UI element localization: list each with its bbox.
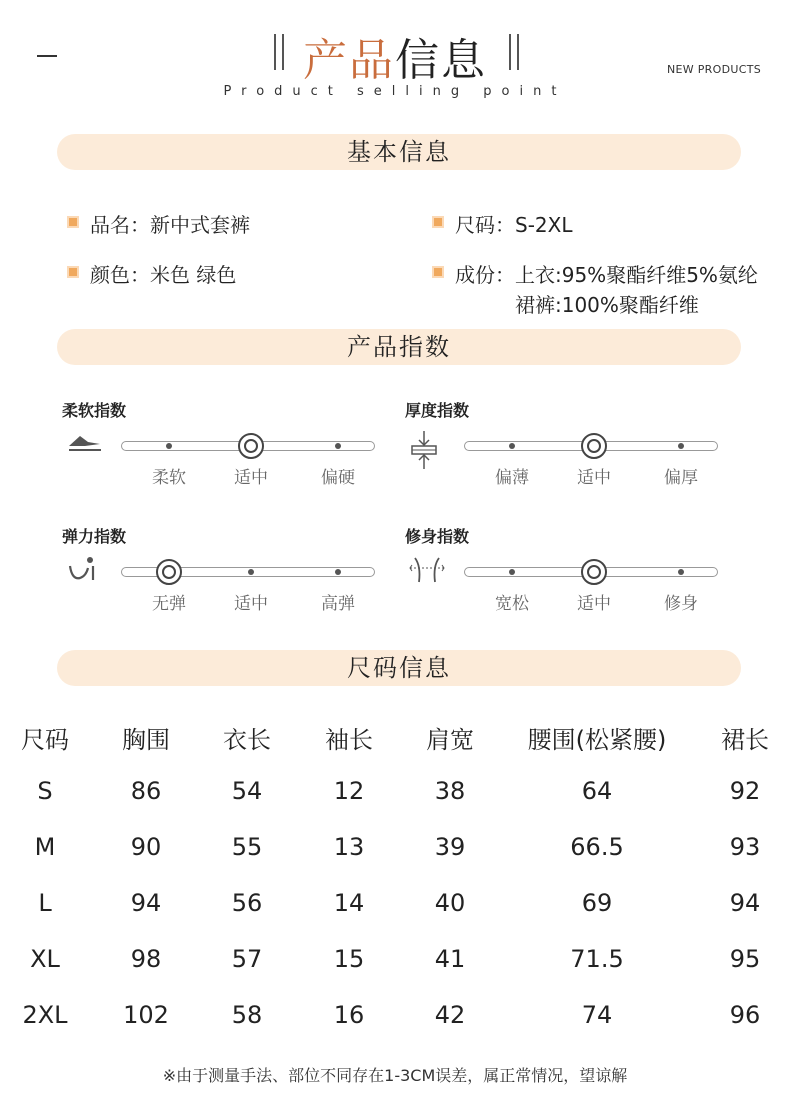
- index-slider-knob: [581, 559, 607, 585]
- index-level-label: 无弹: [152, 594, 186, 614]
- product-material-line2: 裙裤:100%聚酯纤维: [515, 293, 699, 317]
- index-level-label: 适中: [234, 468, 268, 488]
- table-header-cell: 袖长: [325, 726, 373, 754]
- table-cell: 58: [231, 1001, 263, 1029]
- new-products-tag: NEW PRODUCTS: [667, 63, 761, 76]
- bullet-icon: [432, 266, 444, 278]
- table-cell: 16: [333, 1001, 365, 1029]
- table-cell: 55: [231, 833, 263, 861]
- index-slider-knob: [156, 559, 182, 585]
- fit-icon: [409, 556, 445, 588]
- product-colors: 颜色：米色 绿色: [90, 263, 237, 287]
- basic-info-heading: 基本信息: [57, 134, 741, 170]
- table-cell: 14: [333, 889, 365, 917]
- table-header-cell: 衣长: [223, 726, 271, 754]
- table-header-cell: 胸围: [122, 726, 170, 754]
- index-slider-dot: [509, 569, 515, 575]
- table-cell: 92: [729, 777, 761, 805]
- index-slider-dot: [335, 443, 341, 449]
- index-slider-dot: [166, 443, 172, 449]
- index-level-label: 修身: [664, 594, 698, 614]
- table-cell: 66.5: [570, 833, 624, 861]
- page-title-accent: 产品: [303, 35, 395, 86]
- index-slider-knob: [238, 433, 264, 459]
- table-cell: 13: [333, 833, 365, 861]
- index-slider-dot: [509, 443, 515, 449]
- table-cell: 98: [130, 945, 162, 973]
- table-cell: 12: [333, 777, 365, 805]
- table-cell: 94: [729, 889, 761, 917]
- size-info-heading: 尺码信息: [57, 650, 741, 686]
- table-cell: 40: [434, 889, 466, 917]
- page-title: [0, 24, 790, 88]
- index-level-label: 宽松: [495, 594, 529, 614]
- table-cell: 93: [729, 833, 761, 861]
- table-cell: 86: [130, 777, 162, 805]
- index-level-label: 高弹: [321, 594, 355, 614]
- table-header-cell: 裙长: [721, 726, 769, 754]
- index-slider-dot: [335, 569, 341, 575]
- stretch-icon: [66, 556, 100, 586]
- table-header-cell: 肩宽: [426, 726, 474, 754]
- table-cell: 42: [434, 1001, 466, 1029]
- table-cell: 2XL: [22, 1001, 68, 1029]
- product-index-heading: 产品指数: [57, 329, 741, 365]
- table-cell: 64: [581, 777, 613, 805]
- table-cell: M: [34, 833, 56, 861]
- index-level-label: 适中: [577, 468, 611, 488]
- table-cell: 57: [231, 945, 263, 973]
- table-cell: 15: [333, 945, 365, 973]
- page-title-rest: 信息: [395, 35, 487, 86]
- table-cell: 74: [581, 1001, 613, 1029]
- index-level-label: 偏硬: [321, 468, 355, 488]
- index-level-label: 适中: [234, 594, 268, 614]
- table-cell: 54: [231, 777, 263, 805]
- index-level-label: 柔软: [152, 468, 186, 488]
- index-title: 柔软指数: [62, 401, 127, 420]
- table-header-cell: 腰围(松紧腰): [527, 726, 667, 754]
- index-level-label: 偏厚: [664, 468, 698, 488]
- feather-icon: [66, 430, 104, 458]
- thickness-icon: [409, 430, 439, 474]
- index-title: 弹力指数: [62, 527, 127, 546]
- index-slider-knob: [581, 433, 607, 459]
- bullet-icon: [67, 216, 79, 228]
- table-cell: 69: [581, 889, 613, 917]
- table-cell: 90: [130, 833, 162, 861]
- page-subtitle: Product selling point: [223, 84, 567, 99]
- table-header-cell: 尺码: [21, 726, 69, 754]
- table-cell: S: [37, 777, 53, 805]
- bullet-icon: [67, 266, 79, 278]
- product-size-range: 尺码：S-2XL: [455, 213, 573, 237]
- table-cell: 38: [434, 777, 466, 805]
- index-title: 厚度指数: [405, 401, 470, 420]
- table-cell: XL: [30, 945, 60, 973]
- index-title: 修身指数: [405, 527, 470, 546]
- table-cell: 71.5: [570, 945, 624, 973]
- table-cell: 56: [231, 889, 263, 917]
- index-slider-dot: [678, 569, 684, 575]
- index-slider-dot: [678, 443, 684, 449]
- product-material: 成份：上衣:95%聚酯纤维5%氨纶: [455, 263, 758, 287]
- table-cell: L: [38, 889, 52, 917]
- measurement-note: ※由于测量手法、部位不同存在1-3CM误差，属正常情况，望谅解: [162, 1066, 628, 1085]
- index-level-label: 偏薄: [495, 468, 529, 488]
- bullet-icon: [432, 216, 444, 228]
- table-cell: 102: [123, 1001, 169, 1029]
- table-cell: 95: [729, 945, 761, 973]
- index-slider-dot: [248, 569, 254, 575]
- table-cell: 96: [729, 1001, 761, 1029]
- table-cell: 94: [130, 889, 162, 917]
- table-cell: 39: [434, 833, 466, 861]
- index-level-label: 适中: [577, 594, 611, 614]
- product-name: 品名：新中式套裤: [90, 213, 250, 237]
- table-cell: 41: [434, 945, 466, 973]
